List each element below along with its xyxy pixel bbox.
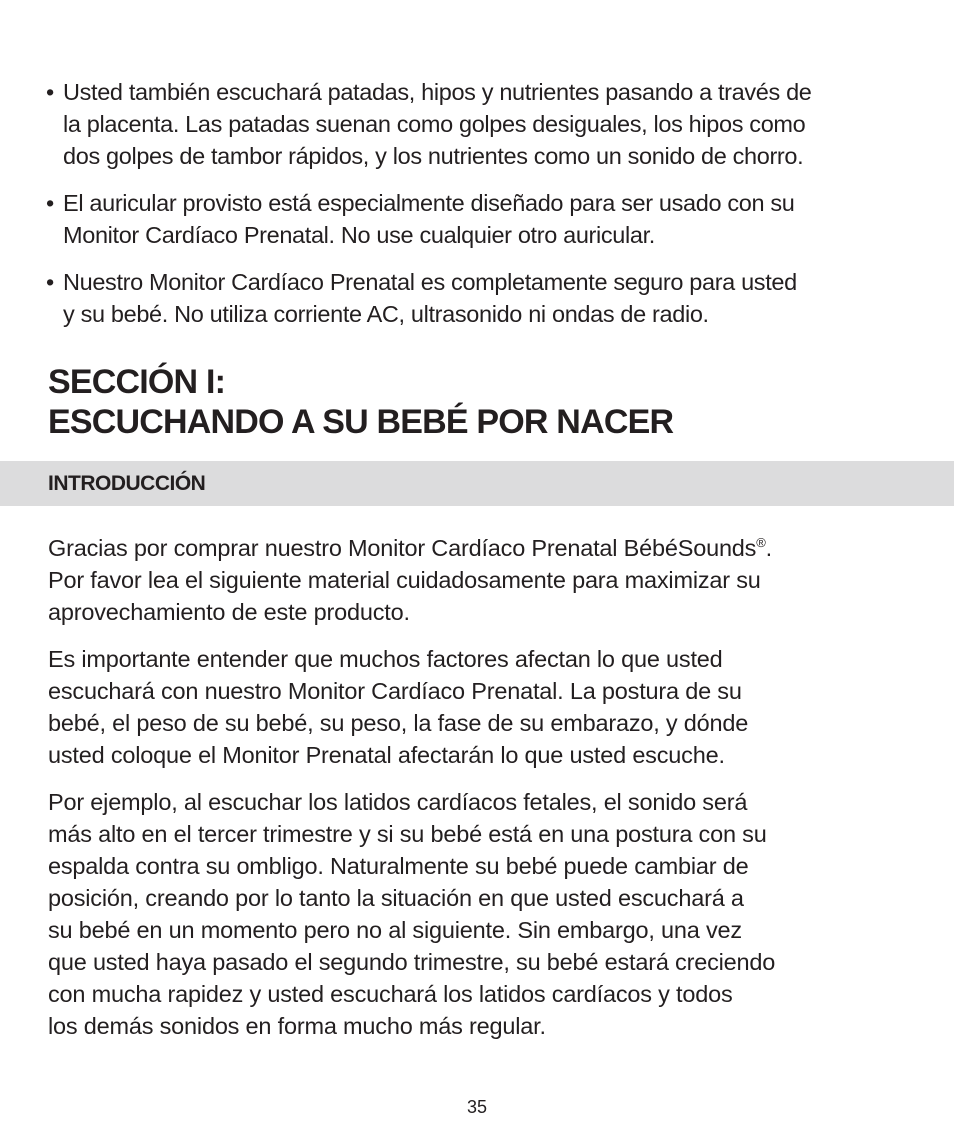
bullet-item bbox=[46, 266, 926, 330]
paragraph-line: Por ejemplo, al escuchar los latidos cardíacos fetales, el sonido será bbox=[48, 789, 748, 815]
bullet-line: El auricular provisto está especialmente diseñado para ser usado con su bbox=[63, 190, 795, 216]
subheading-bar bbox=[0, 461, 954, 506]
bullet-line: la placenta. Las patadas suenan como golpes desiguales, los hipos como bbox=[63, 111, 806, 137]
bullet-item bbox=[46, 76, 926, 172]
body-text bbox=[48, 532, 928, 1057]
paragraph-line: bebé, el peso de su bebé, su peso, la fase de su embarazo, y dónde bbox=[48, 710, 749, 736]
section-title bbox=[48, 362, 673, 442]
registered-mark: ® bbox=[756, 535, 766, 551]
paragraph-line: con mucha rapidez y usted escuchará los latidos cardíacos y todos bbox=[48, 981, 733, 1007]
page-number: 35 bbox=[466, 1097, 488, 1117]
bullet-line: dos golpes de tambor rápidos, y los nutrientes como un sonido de chorro. bbox=[63, 143, 804, 169]
paragraph-line: más alto en el tercer trimestre y si su bebé está en una postura con su bbox=[48, 821, 767, 847]
bullet-dot: • bbox=[46, 269, 54, 295]
bullet-dot: • bbox=[46, 190, 54, 216]
paragraph-line: usted coloque el Monitor Prenatal afectarán lo que usted escuche. bbox=[48, 742, 725, 768]
paragraph bbox=[48, 643, 928, 771]
bullet-item bbox=[46, 187, 926, 251]
bullet-line: Usted también escuchará patadas, hipos y nutrientes pasando a través de bbox=[63, 79, 812, 105]
bullet-list bbox=[46, 76, 926, 345]
subheading-label: INTRODUCCIÓN bbox=[48, 472, 206, 495]
paragraph bbox=[48, 532, 928, 628]
bullet-line: Nuestro Monitor Cardíaco Prenatal es completamente seguro para usted bbox=[63, 269, 797, 295]
paragraph-line: espalda contra su ombligo. Naturalmente su bebé puede cambiar de bbox=[48, 853, 749, 879]
paragraph-line: su bebé en un momento pero no al siguiente. Sin embargo, una vez bbox=[48, 917, 742, 943]
paragraph-line: Por favor lea el siguiente material cuidadosamente para maximizar su bbox=[48, 567, 761, 593]
paragraph-line: Gracias por comprar nuestro Monitor Cardíaco Prenatal BébéSounds bbox=[48, 535, 757, 561]
paragraph-line: los demás sonidos en forma mucho más regular. bbox=[48, 1013, 546, 1039]
paragraph-line: escuchará con nuestro Monitor Cardíaco Prenatal. La postura de su bbox=[48, 678, 742, 704]
paragraph-line: que usted haya pasado el segundo trimestre, su bebé estará creciendo bbox=[48, 949, 776, 975]
bullet-dot: • bbox=[46, 79, 54, 105]
paragraph-line: aprovechamiento de este producto. bbox=[48, 599, 410, 625]
paragraph-line: posición, creando por lo tanto la situación en que usted escuchará a bbox=[48, 885, 744, 911]
section-title-line: ESCUCHANDO A SU BEBÉ POR NACER bbox=[48, 403, 674, 441]
paragraph-line: Es importante entender que muchos factores afectan lo que usted bbox=[48, 646, 723, 672]
bullet-line: y su bebé. No utiliza corriente AC, ultrasonido ni ondas de radio. bbox=[63, 301, 709, 327]
section-title-line: SECCIÓN I: bbox=[48, 363, 226, 401]
bullet-line: Monitor Cardíaco Prenatal. No use cualquier otro auricular. bbox=[63, 222, 655, 248]
paragraph bbox=[48, 786, 928, 1042]
line-end-punctuation: . bbox=[765, 535, 772, 561]
